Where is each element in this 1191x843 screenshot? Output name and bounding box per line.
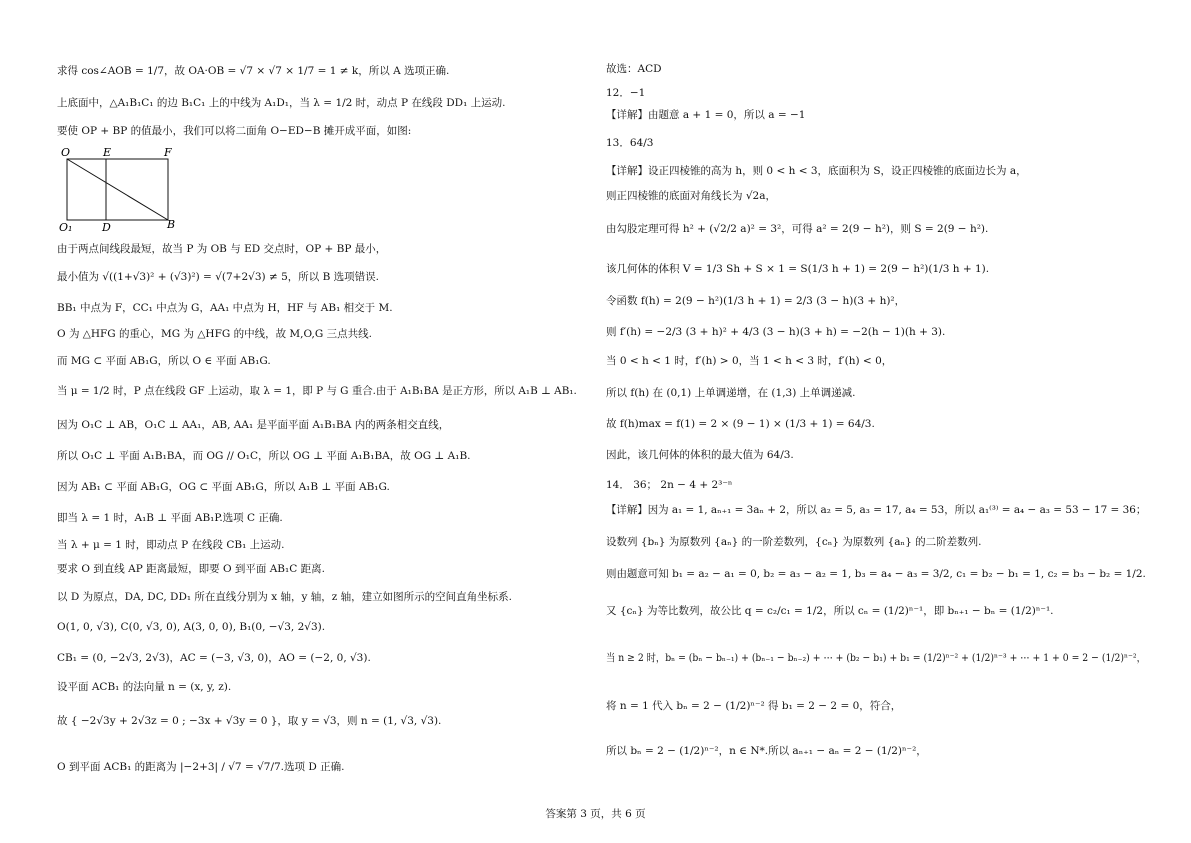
label-b: B: [167, 218, 176, 231]
text-line: 最小值为 √((1+√3)² + (√3)²) = √(7+2√3) ≠ 5，所以 B 选项错误.: [57, 271, 379, 283]
text-line: 【详解】由题意 a + 1 = 0，所以 a = −1: [606, 109, 806, 121]
text-line: O 为 △HFG 的重心，MG 为 △HFG 的中线，故 M,O,G 三点共线.: [57, 328, 372, 340]
text-line: CB₁ = (0, −2√3, 2√3)，AC = (−3, √3, 0)，AO = (−2, 0, √3).: [57, 652, 371, 664]
text-line: 【详解】设正四棱锥的高为 h，则 0 < h < 3，底面积为 S，设正四棱锥的底面边长为 a，: [606, 165, 1027, 177]
text-line: 所以 bₙ = 2 − (1/2)ⁿ⁻²，n ∈ N*.所以 aₙ₊₁ − aₙ = 2 − (1/2)ⁿ⁻²，: [606, 745, 927, 757]
text-line: 由于两点间线段最短，故当 P 为 OB 与 ED 交点时，OP + BP 最小，: [57, 243, 387, 255]
text-line: 又 {cₙ} 为等比数列，故公比 q = c₂/c₁ = 1/2，所以 cₙ = (1/2)ⁿ⁻¹，即 bₙ₊₁ − bₙ = (1/2)ⁿ⁻¹.: [606, 605, 1054, 617]
text-line: 而 MG ⊂ 平面 AB₁G，所以 O ∈ 平面 AB₁G.: [57, 355, 271, 367]
text-line: BB₁ 中点为 F，CC₁ 中点为 G，AA₁ 中点为 H，HF 与 AB₁ 相交于 M.: [57, 302, 393, 314]
text-line: 故选：ACD: [606, 63, 662, 75]
text-line: 13．64/3: [606, 137, 654, 149]
text-line: 故 { −2√3y + 2√3z = 0 ; −3x + √3y = 0 }，取 y = √3，则 n = (1, √3, √3).: [57, 715, 442, 727]
text-line: 以 D 为原点，DA, DC, DD₁ 所在直线分别为 x 轴，y 轴，z 轴，建立如图所示的空间直角坐标系.: [57, 591, 512, 603]
page-footer: 答案第 3 页，共 6 页: [545, 808, 646, 820]
text-line: 14． 36； 2n − 4 + 2³⁻ⁿ: [606, 479, 733, 491]
text-line: 上底面中，△A₁B₁C₁ 的边 B₁C₁ 上的中线为 A₁D₁，当 λ = 1/2 时，动点 P 在线段 DD₁ 上运动.: [57, 97, 506, 109]
text-line: 该几何体的体积 V = 1/3 Sh + S × 1 = S(1/3 h + 1) = 2(9 − h²)(1/3 h + 1).: [606, 263, 990, 275]
text-line: 则 f′(h) = −2/3 (3 + h)² + 4/3 (3 − h)(3 + h) = −2(h − 1)(h + 3).: [606, 326, 946, 338]
text-line: 将 n = 1 代入 bₙ = 2 − (1/2)ⁿ⁻² 得 b₁ = 2 − 2 = 0，符合，: [606, 700, 902, 712]
text-line: 当 μ = 1/2 时，P 点在线段 GF 上运动，取 λ = 1，即 P 与 G 重合.由于 A₁B₁BA 是正方形，所以 A₁B ⊥ AB₁.: [57, 385, 577, 397]
text-line: 故 f(h)max = f(1) = 2 × (9 − 1) × (1/3 + 1) = 64/3.: [606, 418, 875, 430]
unfolded-plane-diagram: [57, 146, 187, 234]
text-line: 即当 λ = 1 时，A₁B ⊥ 平面 AB₁P.选项 C 正确.: [57, 512, 283, 524]
text-line: 【详解】因为 a₁ = 1, aₙ₊₁ = 3aₙ + 2，所以 a₂ = 5, a₃ = 17, a₄ = 53，所以 a₁⁽³⁾ = a₄ − a₃ = 53 − 17 = 36；: [606, 504, 1147, 516]
text-line: 则由题意可知 b₁ = a₂ − a₁ = 0, b₂ = a₃ − a₂ = 1, b₃ = a₄ − a₃ = 3/2, c₁ = b₂ − b₁ = 1, c₂ = b₃ − b₂ = 1/2.: [606, 568, 1146, 580]
text-line: 因此，该几何体的体积的最大值为 64/3.: [606, 449, 794, 461]
text-line: 由勾股定理可得 h² + (√2/2 a)² = 3²，可得 a² = 2(9 − h²)，则 S = 2(9 − h²).: [606, 223, 989, 235]
text-line: O 到平面 ACB₁ 的距离为 |−2+3| / √7 = √7/7.选项 D 正确.: [57, 761, 345, 773]
segment-ob: [67, 159, 168, 220]
text-line: 则正四棱锥的底面对角线长为 √2a，: [606, 190, 776, 202]
text-line: 令函数 f(h) = 2(9 − h²)(1/3 h + 1) = 2/3 (3 − h)(3 + h)²，: [606, 295, 906, 307]
label-d: D: [102, 221, 111, 234]
text-line: 所以 f(h) 在 (0,1) 上单调递增，在 (1,3) 上单调递减.: [606, 387, 856, 399]
label-o1: O₁: [59, 221, 73, 234]
text-line: 设数列 {bₙ} 为原数列 {aₙ} 的一阶差数列，{cₙ} 为原数列 {aₙ} 的二阶差数列.: [606, 536, 982, 548]
text-line: 设平面 ACB₁ 的法向量 n = (x, y, z).: [57, 681, 232, 693]
text-line: 当 n ≥ 2 时，bₙ = (bₙ − bₙ₋₁) + (bₙ₋₁ − bₙ₋₂) + ⋯ + (b₂ − b₁) + b₁ = (1/2)ⁿ⁻² + (1/2)ⁿ⁻³ + ⋯ + 1 + 0 = 2 − (1/2)ⁿ⁻²，: [606, 652, 1146, 664]
label-f: F: [164, 146, 172, 159]
label-e: E: [103, 146, 112, 159]
text-line: 因为 AB₁ ⊂ 平面 AB₁G，OG ⊂ 平面 AB₁G，所以 A₁B ⊥ 平面 AB₁G.: [57, 481, 390, 493]
text-line: 12．−1: [606, 87, 646, 99]
text-line: 所以 O₁C ⊥ 平面 A₁B₁BA，而 OG // O₁C，所以 OG ⊥ 平面 A₁B₁BA，故 OG ⊥ A₁B.: [57, 450, 471, 462]
text-line: 当 0 < h < 1 时，f′(h) > 0，当 1 < h < 3 时，f′(h) < 0，: [606, 355, 893, 367]
label-o: O: [61, 146, 71, 159]
text-line: 要求 O 到直线 AP 距离最短，即要 O 到平面 AB₁C 距离.: [57, 563, 325, 575]
text-line: 因为 O₁C ⊥ AB，O₁C ⊥ AA₁，AB, AA₁ 是平面平面 A₁B₁BA 内的两条相交直线，: [57, 419, 450, 431]
text-line: 要使 OP + BP 的值最小，我们可以将二面角 O−ED−B 摊开成平面，如图:: [57, 125, 412, 137]
text-line: O(1, 0, √3), C(0, √3, 0), A(3, 0, 0), B₁(0, −√3, 2√3).: [57, 621, 326, 633]
text-line: 当 λ + μ = 1 时，即动点 P 在线段 CB₁ 上运动.: [57, 539, 285, 551]
text-line: 求得 cos∠AOB = 1/7，故 OA·OB = √7 × √7 × 1/7 = 1 ≠ k，所以 A 选项正确.: [57, 65, 450, 77]
